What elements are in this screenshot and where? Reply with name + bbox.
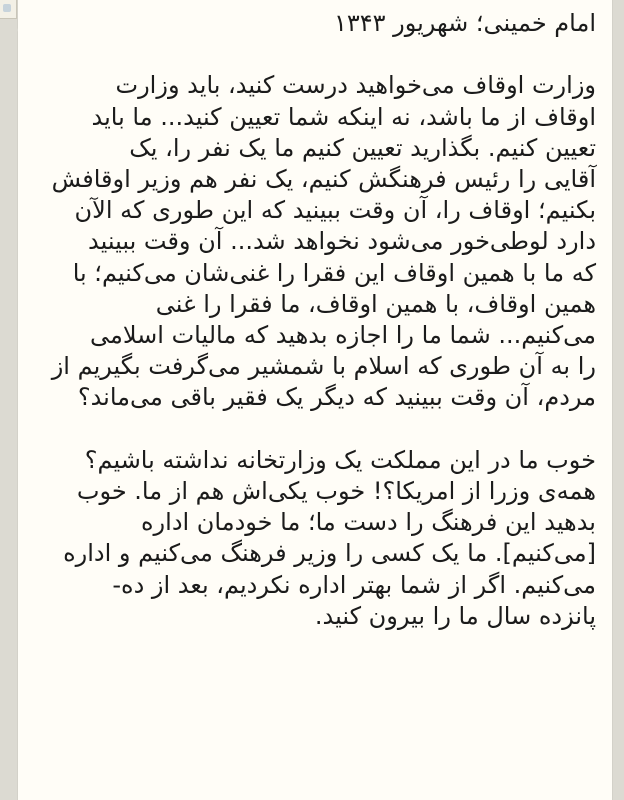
checkmark-icon: [3, 4, 11, 12]
message-bubble[interactable]: [18, 0, 612, 800]
read-status-indicator: [0, 0, 17, 19]
message-text: امام خمینی؛ شهریور ۱۳۴۳ وزارت اوقاف می‌خواهید درست کنید، باید وزارت اوقاف از ما باشد، نه اینکه شما تعیین کنید... ما باید تعیین کنیم. بگذارید تعیین کنیم ما یک نفر را، یک آقایی را رئیس فرهنگش کنیم، یک نفر هم وزیر اوقافش بکنیم؛ اوقاف را، آن وقت ببینید که این طوری که الآن دارد لوطی‌خور می‌شود نخواهد شد... آن وقت ببینید که ما با همین اوقاف این فقرا را غنی‌شان می‌کنیم؛ با همین اوقاف، با همین اوقاف، ما فقرا را غنی می‌کنیم... شما ما را اجازه بدهید که مالیات اسلامی را به آن طوری که اسلام با شمشیر می‌گرفت بگیریم از مردم، آن وقت ببینید که دیگر یک فقیر باقی می‌ماند؟ خوب ما در این مملکت یک وزارتخانه نداشته باشیم؟ همه‌ی وزرا از امریکا؟! خوب یکی‌اش هم از ما. خوب بدهید این فرهنگ را دست ما؛ ما خودمان اداره [می‌کنیم]. ما یک کسی را وزیر فرهنگ می‌کنیم و اداره می‌کنیم. اگر از شما بهتر اداره نکردیم، بعد از ده- پانزده سال ما را بیرون کنید.: [51, 9, 596, 630]
